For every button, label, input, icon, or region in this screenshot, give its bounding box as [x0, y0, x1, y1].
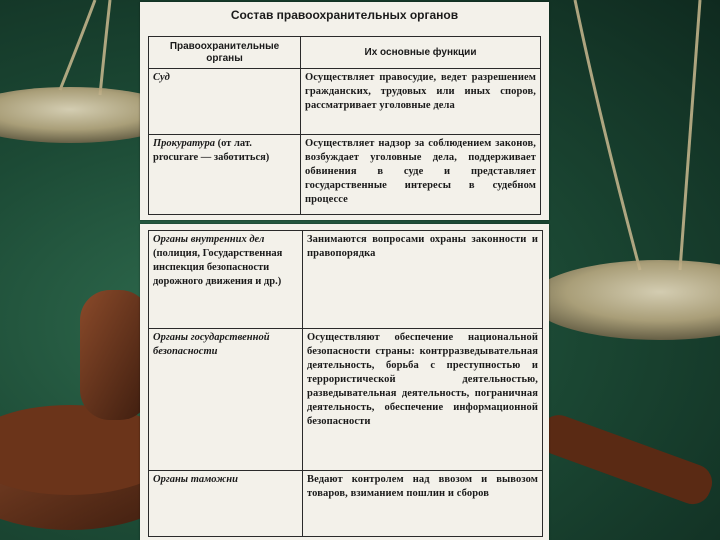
table-header-row [149, 37, 541, 69]
table-row [149, 329, 543, 471]
org-cell: Органы внутренних дел (полиция, Государственная инспекция безопасности дорожного движения и др.) [149, 231, 303, 329]
law-enforcement-table-top [148, 36, 541, 215]
function-cell: Осуществляет надзор за соблюдением законов, возбуждает уголовные дела, поддерживает обвинения в суде и представляет государственные интересы в судебном процессе [301, 135, 541, 215]
table-row [149, 231, 543, 329]
table-row [149, 471, 543, 537]
function-cell: Осуществляет правосудие, ведет разрешением гражданских, трудовых или иных споров, рассматривает уголовные дела [301, 69, 541, 135]
left-scale-chains [60, 0, 110, 95]
document-scan-bottom [140, 224, 549, 540]
header-functions: Их основные функции [301, 37, 541, 69]
right-scale-pan [530, 260, 720, 340]
law-enforcement-table-bottom [148, 230, 543, 537]
org-cell: Прокуратура (от лат. procurare — заботиться) [149, 135, 301, 215]
header-organs: Правоохранительные органы [149, 37, 301, 69]
function-cell: Осуществляют обеспечение национальной безопасности страны: контрразведывательная деятельность, борьба с преступностью и террористической деятельностью, разведывательная деятельность, пограничная деятельность, обеспечение информационной безопасности [303, 329, 543, 471]
org-cell: Суд [149, 69, 301, 135]
table-row [149, 69, 541, 135]
org-cell: Органы таможни [149, 471, 303, 537]
gavel-handle [534, 410, 717, 509]
function-cell: Ведают контролем над ввозом и вывозом товаров, взиманием пошлин и сборов [303, 471, 543, 537]
org-cell: Органы государственной безопасности [149, 329, 303, 471]
document-scan-top [140, 2, 549, 220]
right-scale-chains [575, 0, 700, 270]
table-row [149, 135, 541, 215]
function-cell: Занимаются вопросами охраны законности и правопорядка [303, 231, 543, 329]
document-title: Состав правоохранительных органов [230, 8, 459, 22]
